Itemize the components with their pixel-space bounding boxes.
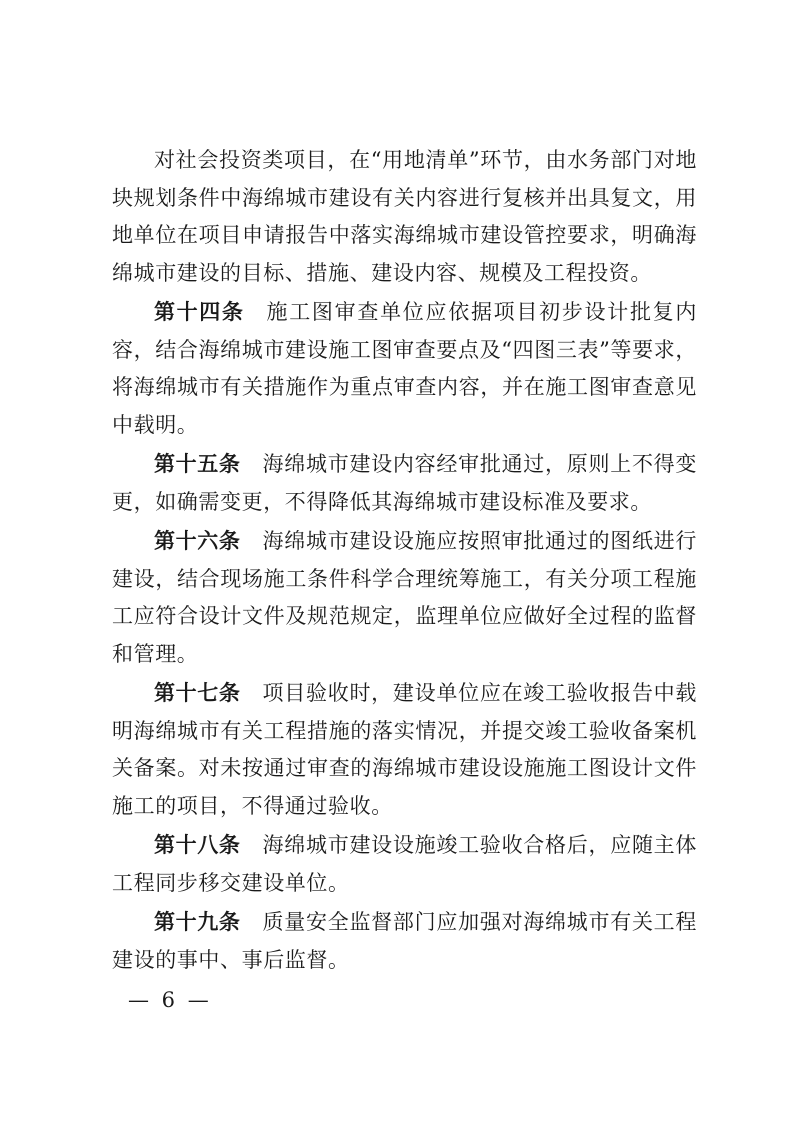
- page-number: — 6 —: [128, 988, 212, 1012]
- article-19: [112, 904, 697, 979]
- paragraph-text: 对社会投资类项目，在“用地清单”环节，由水务部门对地块规划条件中海绵城市建设有关内容进行复核并出具复文，用地单位在项目申请报告中落实海绵城市建设管控要求，明确海绵城市建设的目标、措施、建设内容、规模及工程投资。: [112, 148, 697, 285]
- article-number: 第十八条: [154, 833, 241, 857]
- article-number: 第十五条: [154, 452, 241, 476]
- article-number: 第十六条: [154, 529, 241, 553]
- article-number: 第十四条: [154, 300, 245, 324]
- article-text: 海绵城市建设内容经审批通过，原则上不得变更，如确需变更，不得降低其海绵城市建设标准及要求。: [112, 452, 698, 514]
- article-text: 施工图审查单位应依据项目初步设计批复内容，结合海绵城市建设施工图审查要点及“四图三表”等要求，将海绵城市有关措施作为重点审查内容，并在施工图审查意见中载明。: [112, 300, 698, 437]
- article-text: 质量安全监督部门应加强对海绵城市有关工程建设的事中、事后监督。: [112, 910, 698, 972]
- article-number: 第十七条: [154, 681, 241, 705]
- article-18: [112, 827, 697, 902]
- article-text: 海绵城市建设设施应按照审批通过的图纸进行建设，结合现场施工条件科学合理统筹施工，有关分项工程施工应符合设计文件及规范规定，监理单位应做好全过程的监督和管理。: [112, 529, 698, 666]
- article-text: 海绵城市建设设施竣工验收合格后，应随主体工程同步移交建设单位。: [112, 833, 698, 895]
- article-text: 项目验收时，建设单位应在竣工验收报告中载明海绵城市有关工程措施的落实情况，并提交竣工验收备案机关备案。对未按通过审查的海绵城市建设设施施工图设计文件施工的项目，不得通过验收。: [112, 681, 698, 818]
- article-number: 第十九条: [154, 910, 241, 934]
- article-14: [112, 294, 697, 444]
- paragraph-social-investment: [112, 142, 697, 292]
- article-16: [112, 523, 697, 673]
- article-17: [112, 675, 697, 825]
- body-text: [112, 142, 697, 981]
- article-15: [112, 446, 697, 521]
